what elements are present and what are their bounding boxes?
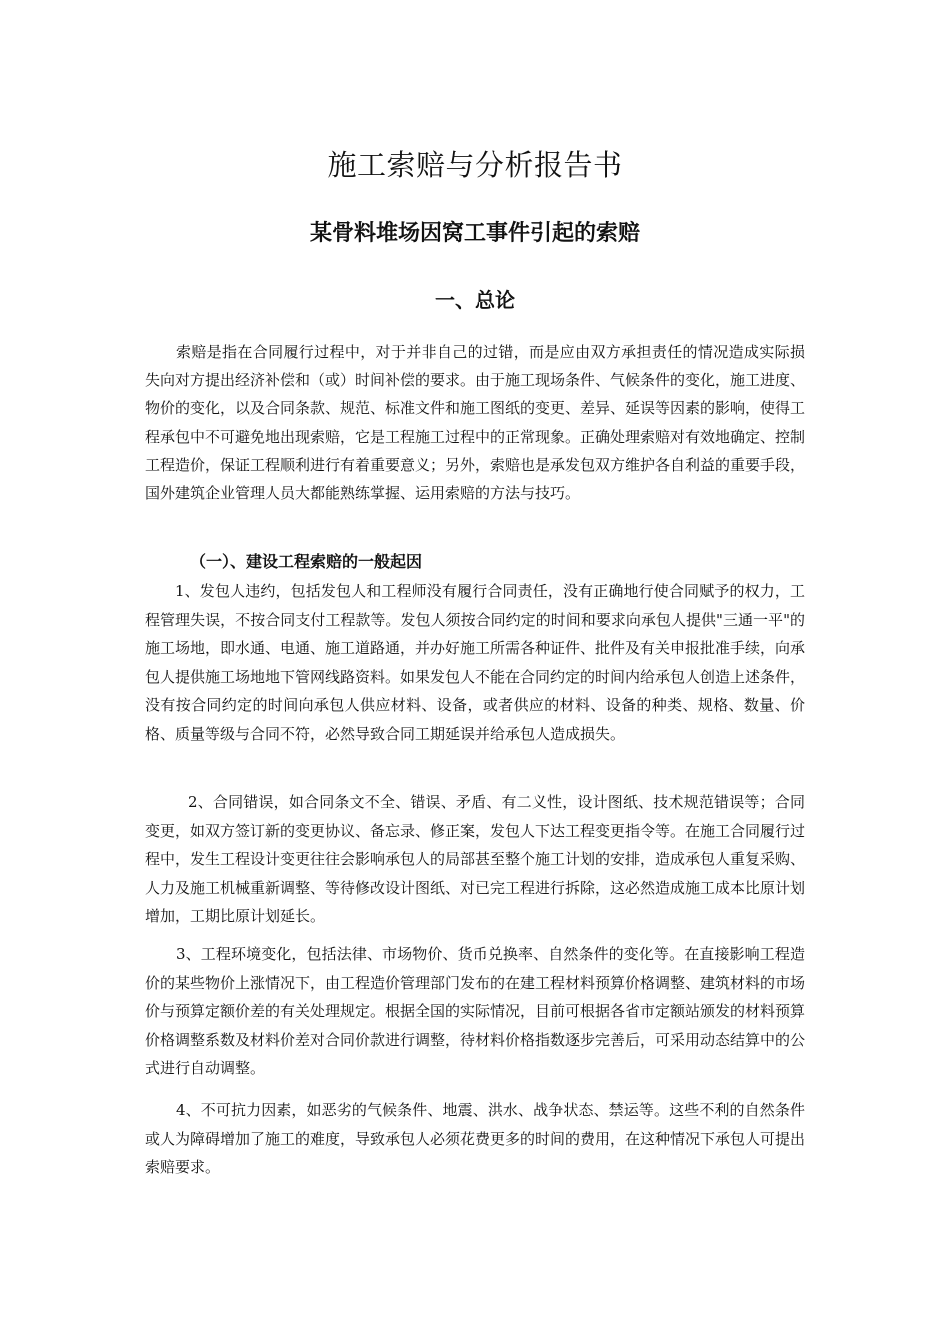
intro-paragraph: 索赔是指在合同履行过程中，对于并非自己的过错，而是应由双方承担责任的情况造成实际损失向对方提出经济补偿和（或）时间补偿的要求。由于施工现场条件、气候条件的变化，施工进度、物价的变化，以及合同条款、规范、标准文件和施工图纸的变更、差异、延误等因素的影响，使得工程承包中不可避免地出现索赔，它是工程施工过程中的正常现象。正确处理索赔对有效地确定、控制工程造价，保证工程顺利进行有着重要意义；另外，索赔也是承发包双方维护各自利益的重要手段，国外建筑企业管理人员大都能熟练掌握、运用索赔的方法与技巧。 (145, 343, 806, 503)
document-title: 施工索赔与分析报告书 (327, 148, 623, 182)
section-heading: 一、总论 (435, 288, 515, 312)
list-item: 3、工程环境变化，包括法律、市场物价、货币兑换率、自然条件的变化等。在直接影响工程造价的某些物价上涨情况下，由工程造价管理部门发布的在建工程材料预算价格调整、建筑材料的市场价与预算定额价差的有关处理规定。根据全国的实际情况，目前可根据各省市定额站颁发的材料预算价格调整系数及材料价差对合同价款进行调整，待材料价格指数逐步完善后，可采用动态结算中的公式进行自动调整。 (145, 945, 806, 1078)
sub-heading: （一）、建设工程索赔的一般起因 (190, 552, 423, 571)
list-item: 1、发包人违约，包括发包人和工程师没有履行合同责任，没有正确地行使合同赋予的权力，工程管理失误，不按合同支付工程款等。发包人须按合同约定的时间和要求向承包人提供"三通一平"的施工场地，即水通、电通、施工道路通，并办好施工所需各种证件、批件及有关申报批准手续，向承包人提供施工场地地下管网线路资料。如果发包人不能在合同约定的时间内给承包人创造上述条件，没有按合同约定的时间向承包人供应材料、设备，或者供应的材料、设备的种类、规格、数量、价格、质量等级与合同不符，必然导致合同工期延误并给承包人造成损失。 (145, 582, 806, 743)
list-item: 4、不可抗力因素，如恶劣的气候条件、地震、洪水、战争状态、禁运等。这些不利的自然条件或人为障碍增加了施工的难度，导致承包人必须花费更多的时间的费用，在这种情况下承包人可提出索赔要求。 (145, 1101, 806, 1177)
list-item: 2、合同错误，如合同条文不全、错误、矛盾、有二义性，设计图纸、技术规范错误等；合同变更，如双方签订新的变更协议、备忘录、修正案，发包人下达工程变更指令等。在施工合同履行过程中，发生工程设计变更往往会影响承包人的局部甚至整个施工计划的安排，造成承包人重复采购、人力及施工机械重新调整、等待修改设计图纸、对已完工程进行拆除，这必然造成施工成本比原计划增加，工期比原计划延长。 (145, 793, 806, 926)
document-subtitle: 某骨料堆场因窝工事件引起的索赔 (309, 220, 640, 246)
